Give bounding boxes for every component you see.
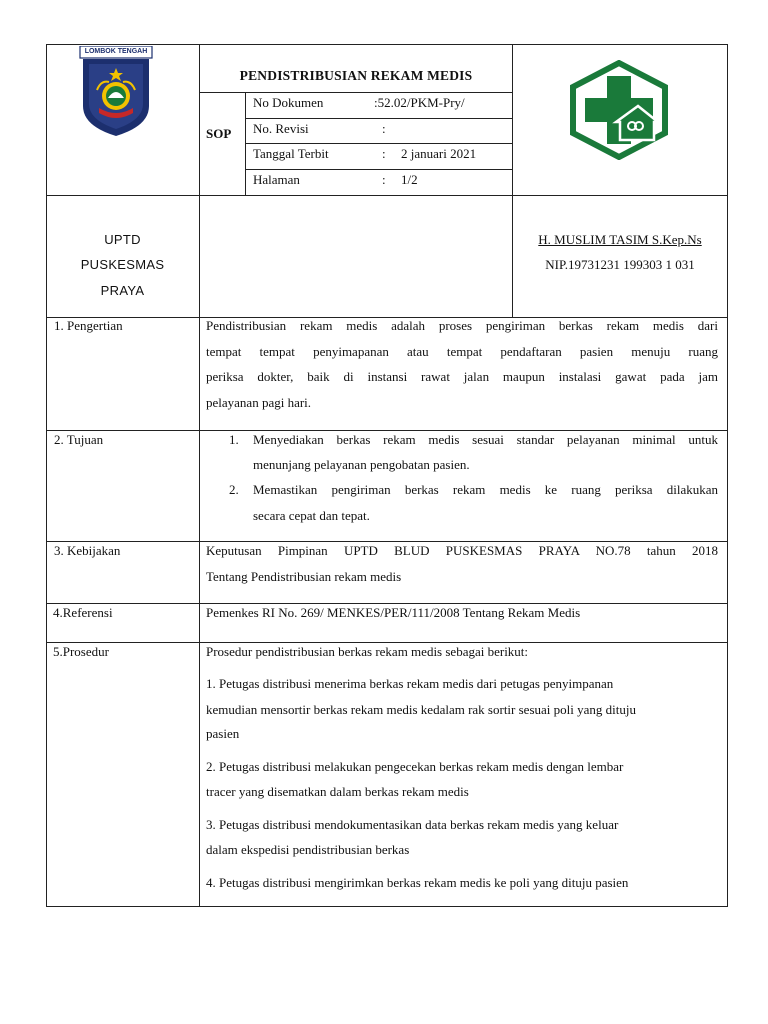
prosedur-step-4-line-1: 4. Petugas distribusi mengirimkan berkas rekam medis ke poli yang dituju pasien xyxy=(206,875,629,890)
meta-value-no-dokumen: :52.02/PKM-Pry/ xyxy=(374,95,465,110)
meta-label-tanggal-terbit: Tanggal Terbit xyxy=(253,146,329,161)
meta-label-no-revisi: No. Revisi xyxy=(253,121,309,136)
prosedur-step-1-line-1: 1. Petugas distribusi menerima berkas rekam medis dari petugas penyimpanan xyxy=(206,676,614,691)
border-bottom xyxy=(46,906,728,907)
prosedur-intro: Prosedur pendistribusian berkas rekam medis sebagai berikut: xyxy=(206,644,529,659)
meta-value-halaman: 1/2 xyxy=(401,172,418,187)
signer-nip: NIP.19731231 199303 1 031 xyxy=(545,257,695,272)
kebijakan-line-1: Keputusan Pimpinan UPTD BLUD PUSKESMAS PRAYA NO.78 tahun 2018 xyxy=(206,543,718,558)
regency-logo xyxy=(79,46,153,138)
prosedur-step-1-line-3: pasien xyxy=(206,726,240,741)
meta-sep-tanggal-terbit: : xyxy=(382,146,386,161)
referensi-text: Pemenkes RI No. 269/ MENKES/PER/111/2008 Tentang Rekam Medis xyxy=(206,605,581,620)
pengertian-line-3: periksa dokter, baik di instansi rawat jalan maupun instalasi gawat pada jam xyxy=(206,369,718,384)
border-right xyxy=(727,44,728,907)
regency-logo-label: LOMBOK TENGAH xyxy=(84,48,148,55)
border-col2 xyxy=(512,44,513,318)
tujuan-item-1-line-2: menunjang pelayanan pengobatan pasien. xyxy=(253,457,470,472)
prosedur-step-2-line-2: tracer yang disematkan dalam berkas rekam medis xyxy=(206,784,469,799)
tujuan-item-2-line-2: secara cepat dan tepat. xyxy=(253,508,370,523)
meta-divider xyxy=(245,92,246,195)
meta-sep-no-revisi: : xyxy=(382,121,386,136)
sop-label: SOP xyxy=(206,126,232,141)
org-line-uptd: UPTD xyxy=(104,232,141,247)
meta-row2 xyxy=(245,143,512,144)
org-line-puskesmas: PUSKESMAS xyxy=(80,257,165,272)
pengertian-line-4: pelayanan pagi hari. xyxy=(206,395,312,410)
section-label-pengertian: 1. Pengertian xyxy=(54,318,123,333)
section-label-tujuan: 2. Tujuan xyxy=(54,432,104,447)
meta-label-halaman: Halaman xyxy=(253,172,300,187)
kebijakan-line-2: Tentang Pendistribusian rekam medis xyxy=(206,569,402,584)
puskesmas-logo xyxy=(568,60,670,160)
meta-sep-halaman: : xyxy=(382,172,386,187)
meta-row1 xyxy=(245,118,512,119)
border-left xyxy=(46,44,47,907)
pengertian-line-1: Pendistribusian rekam medis adalah proses pengiriman berkas rekam medis dari xyxy=(206,318,718,333)
tujuan-num-1: 1. xyxy=(229,432,239,447)
prosedur-step-3-line-2: dalam ekspedisi pendistribusian berkas xyxy=(206,842,410,857)
border-pengertian-bottom xyxy=(46,430,728,431)
regency-emblem-icon xyxy=(79,46,153,138)
border-col1 xyxy=(199,44,200,907)
tujuan-num-2: 2. xyxy=(229,482,239,497)
border-kebijakan-bottom xyxy=(46,603,728,604)
puskesmas-cross-icon xyxy=(568,60,670,160)
prosedur-step-1-line-2: kemudian mensortir berkas rekam medis kedalam rak sortir sesuai poli yang dituju xyxy=(206,702,636,717)
meta-label-no-dokumen: No Dokumen xyxy=(253,95,324,110)
meta-row3 xyxy=(245,169,512,170)
tujuan-item-2-line-1: Memastikan pengiriman berkas rekam medis ke ruang periksa dilakukan xyxy=(253,482,718,497)
prosedur-step-2-line-1: 2. Petugas distribusi melakukan pengecekan berkas rekam medis dengan lembar xyxy=(206,759,624,774)
signer-name: H. MUSLIM TASIM S.Kep.Ns xyxy=(538,232,702,247)
meta-value-tanggal-terbit: 2 januari 2021 xyxy=(401,146,477,161)
tujuan-item-1-line-1: Menyediakan berkas rekam medis sesuai standar pelayanan minimal untuk xyxy=(253,432,718,447)
border-referensi-bottom xyxy=(46,642,728,643)
org-line-praya: PRAYA xyxy=(100,283,145,298)
pengertian-line-2: tempat tempat penyimapanan atau tempat pendaftaran pasien menuju ruang xyxy=(206,344,718,359)
section-label-kebijakan: 3. Kebijakan xyxy=(54,543,121,558)
document-title: PENDISTRIBUSIAN REKAM MEDIS xyxy=(239,68,473,83)
section-label-referensi: 4.Referensi xyxy=(53,605,113,620)
prosedur-step-3-line-1: 3. Petugas distribusi mendokumentasikan data berkas rekam medis yang keluar xyxy=(206,817,619,832)
border-header-bottom xyxy=(46,195,728,196)
border-top xyxy=(46,44,728,45)
section-label-prosedur: 5.Prosedur xyxy=(53,644,109,659)
border-tujuan-bottom xyxy=(46,541,728,542)
